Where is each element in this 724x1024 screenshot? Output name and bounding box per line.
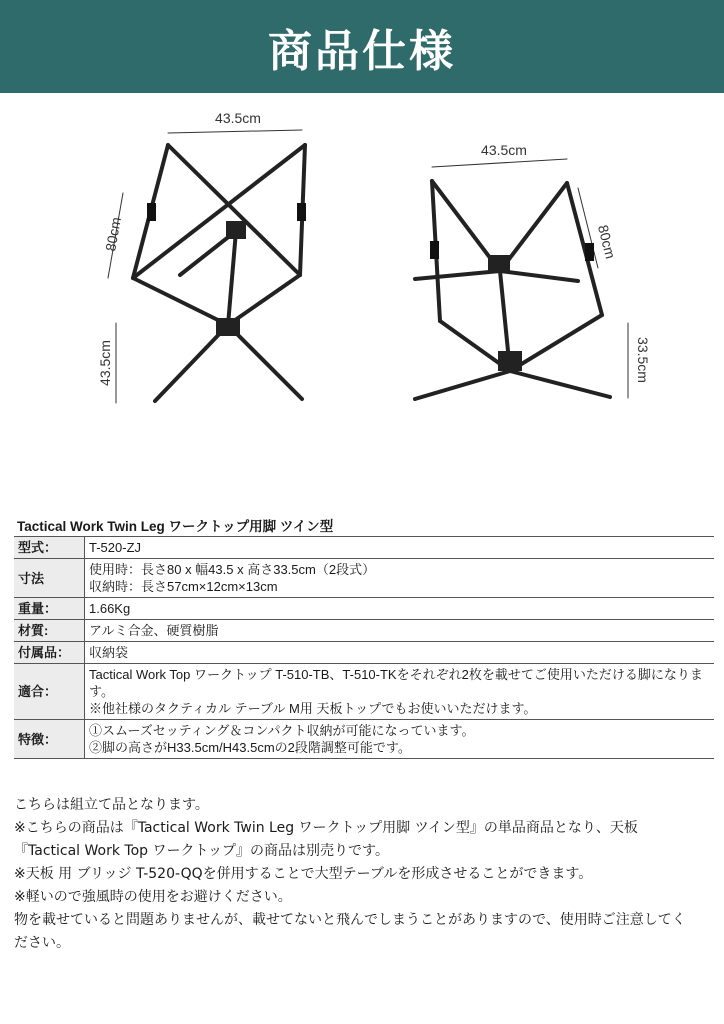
note-line: ※こちらの商品は『Tactical Work Twin Leg ワークトップ用脚 ツイン型』の単品商品となり、天板『Tactical Work Top ワークトップ』の商品は別売りです。 — [14, 820, 638, 859]
spec-line: 1.66Kg — [89, 601, 131, 616]
spec-line: ※他社様のタクティカル テーブル M用 天板トップでもお使いいただけます。 — [89, 701, 537, 716]
spec-row-accessories — [14, 642, 714, 664]
spec-row-compatibility — [14, 664, 714, 720]
spec-value — [85, 720, 715, 759]
spec-label: 特徴： — [14, 720, 85, 759]
leg-frame-illustration — [0, 93, 724, 513]
spec-value — [85, 642, 715, 664]
spec-value — [85, 598, 715, 620]
right-leg-frame — [415, 159, 628, 399]
left-leg-frame — [108, 130, 306, 403]
note-line: 物を載せていると問題ありませんが、載せてないと飛んでしまうことがありますので、使用時ご注意してください。 — [14, 912, 686, 951]
spec-row-features — [14, 720, 714, 759]
page-title: 商品仕様 — [268, 25, 456, 77]
right-length-dimension: 80cm — [594, 223, 619, 261]
spec-line: Tactical Work Top ワークトップ T-510-TB、T-510-TKをそれぞれ2枚を載せてご使用いただける脚になります。 — [89, 667, 703, 699]
spec-row-material — [14, 620, 714, 642]
spec-label: 適合： — [14, 664, 85, 720]
spec-value — [85, 559, 715, 598]
spec-row-model — [14, 537, 714, 559]
spec-title: Tactical Work Twin Leg ワークトップ用脚 ツイン型 — [17, 519, 334, 534]
spec-value — [85, 537, 715, 559]
notes-section — [14, 794, 694, 955]
note-line: こちらは組立て品となります。 — [14, 797, 209, 813]
spec-row-weight — [14, 598, 714, 620]
spec-value — [85, 620, 715, 642]
spec-line: 使用時：長さ80 x 幅43.5 x 高さ33.5cm（2段式） — [89, 562, 376, 577]
spec-line: 収納袋 — [89, 645, 129, 660]
spec-table — [14, 536, 714, 759]
spec-label: 材質: — [14, 620, 85, 642]
spec-label: 型式： — [14, 537, 85, 559]
left-width-dimension: 43.5cm — [215, 110, 261, 126]
spec-label: 付属品： — [14, 642, 85, 664]
spec-label: 寸法 — [14, 559, 85, 598]
product-diagram — [0, 93, 724, 513]
spec-line: ②脚の高さがH33.5cm/H43.5cmの2段階調整可能です。 — [89, 740, 411, 755]
right-width-dimension: 43.5cm — [481, 142, 527, 158]
note-line: ※天板 用 ブリッジ T-520-QQを併用することで大型テーブルを形成させることができます。 — [14, 866, 593, 882]
note-line: ※軽いので強風時の使用をお避けください。 — [14, 889, 292, 905]
left-height-dimension: 43.5cm — [97, 340, 113, 386]
spec-line: T-520-ZJ — [89, 540, 142, 555]
left-length-dimension: 80cm — [102, 215, 124, 253]
spec-line: ①スムーズセッティング＆コンパクト収納が可能になっています。 — [89, 723, 475, 738]
spec-line: 収納時：長さ57cm×12cm×13cm — [89, 579, 278, 594]
right-height-dimension: 33.5cm — [635, 337, 651, 383]
spec-row-dimensions — [14, 559, 714, 598]
header-banner — [0, 0, 724, 93]
spec-label: 重量： — [14, 598, 85, 620]
spec-line: アルミ合金、硬質樹脂 — [89, 623, 219, 638]
spec-value — [85, 664, 715, 720]
